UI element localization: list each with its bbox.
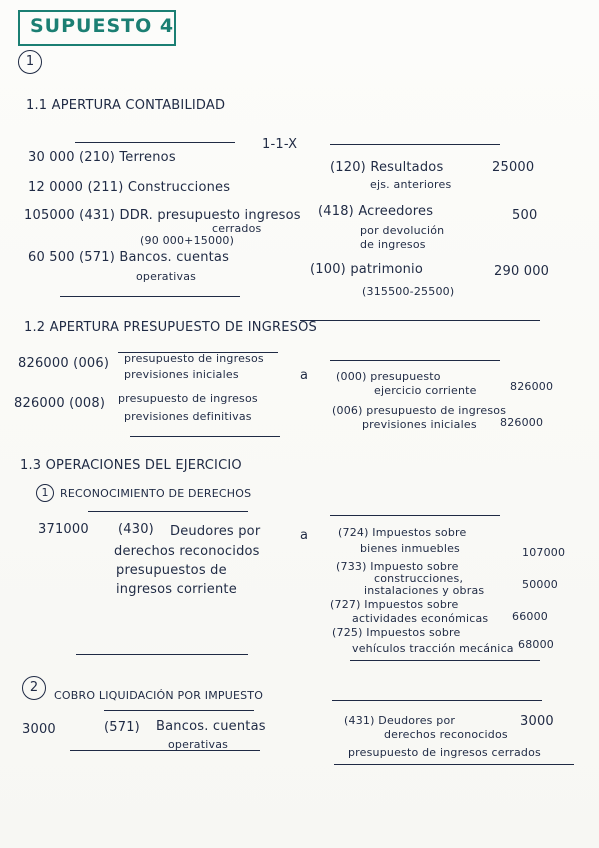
- debit-row-3-note: (90 000+15000): [140, 234, 235, 247]
- section-1-marker: [18, 50, 42, 74]
- divider-1-3-left: [76, 654, 248, 655]
- credit-code: (006): [332, 404, 363, 417]
- cobro-divider-left: [70, 750, 260, 751]
- debit-amount: 826000: [14, 396, 65, 411]
- cobro-debit-amount: 3000: [22, 722, 56, 737]
- recog-debit-amount: 371000: [38, 522, 89, 537]
- presup-debit-row-2: [14, 396, 105, 411]
- recog-credit-row-2-amount: 50000: [522, 578, 558, 591]
- recog-debit-line-2: derechos reconocidos: [114, 544, 260, 559]
- credit-code: (000): [336, 370, 367, 383]
- debit-row-2: [28, 180, 230, 195]
- debit-row-1: [28, 150, 176, 165]
- section-2-heading: COBRO LIQUIDACIÓN POR IMPUESTO: [54, 689, 264, 702]
- debit-account: DDR. presupuesto ingresos: [119, 208, 301, 223]
- credit-code: (733): [336, 560, 367, 573]
- divider-1-2-left: [130, 436, 280, 437]
- credit-row-2: [318, 204, 433, 219]
- credit-code: (120): [330, 160, 366, 175]
- section-1-number: 1: [25, 54, 35, 69]
- entry-date: 1-1-X: [262, 137, 298, 152]
- credit-row-3: [310, 262, 423, 277]
- presup-debit-row-2-account: presupuesto de ingresos: [118, 392, 258, 405]
- heading-1-1-underline: [75, 142, 235, 143]
- credit-code: (727): [330, 598, 361, 611]
- presup-debit-row-1-account: presupuesto de ingresos: [124, 352, 264, 365]
- cobro-divider-right: [334, 764, 574, 765]
- debit-code: (431): [79, 208, 116, 223]
- recog-credit-row-4-amount: 68000: [518, 638, 554, 651]
- recog-credit-row-2-line2: construcciones,: [374, 572, 464, 585]
- recog-credit-row-4-line2: vehículos tracción mecánica: [352, 642, 514, 655]
- item-1-underline: [88, 511, 248, 512]
- section-2-underline: [104, 710, 254, 711]
- divider-1-1-right: [300, 320, 540, 321]
- debit-code: (006): [73, 356, 110, 371]
- debit-account: Construcciones: [127, 180, 231, 195]
- cobro-credit-row: [344, 714, 455, 727]
- presup-credit-row-2: [332, 404, 506, 417]
- section-2-underline-right: [332, 700, 542, 701]
- recog-credit-row-4: [332, 626, 460, 639]
- credit-account: Impuestos sobre: [372, 526, 467, 539]
- presup-debit-row-1-line2: previsiones iniciales: [124, 368, 239, 381]
- credit-account: presupuesto: [370, 370, 441, 383]
- recog-credit-row-1: [338, 526, 466, 539]
- presup-credit-row-2-line2: previsiones iniciales: [362, 418, 477, 431]
- cobro-credit-line3: presupuesto de ingresos cerrados: [348, 746, 541, 759]
- debit-row-3: [24, 208, 301, 223]
- credit-code: (725): [332, 626, 363, 639]
- credit-account: Impuestos sobre: [364, 598, 459, 611]
- credit-account: patrimonio: [350, 262, 424, 277]
- debit-code: (210): [79, 150, 115, 165]
- item-1-number: 1: [41, 486, 49, 499]
- credit-row-1-amount: 25000: [492, 160, 535, 175]
- credit-code: (418): [318, 204, 354, 219]
- credit-row-3-note: (315500-25500): [362, 285, 455, 298]
- recog-credit-row-3: [330, 598, 458, 611]
- divider-1-3-right: [350, 660, 540, 661]
- credit-account: Acreedores: [358, 204, 434, 219]
- cobro-debit-account-line2: operativas: [168, 738, 229, 751]
- presup-credit-row-1: [336, 370, 441, 383]
- debit-row-3-line2: cerrados: [212, 222, 262, 235]
- heading-1-3: 1.3 OPERACIONES DEL EJERCICIO: [20, 458, 242, 473]
- item-1-heading: RECONOCIMIENTO DE DERECHOS: [60, 487, 252, 500]
- presup-credit-row-2-amount: 826000: [500, 416, 544, 429]
- recog-debit-code: (430): [118, 522, 154, 537]
- credit-account: Deudores por: [378, 714, 456, 727]
- cobro-debit-account: Bancos. cuentas: [156, 719, 266, 734]
- credit-row-2-line3: de ingresos: [360, 238, 426, 251]
- debit-account: Terrenos: [119, 150, 176, 165]
- credit-account: Impuestos sobre: [366, 626, 461, 639]
- credit-row-2-line2: por devolución: [360, 224, 445, 237]
- page-title: SUPUESTO 4: [30, 15, 175, 37]
- recog-credit-row-2-line3: instalaciones y obras: [364, 584, 485, 597]
- credit-row-3-amount: 290 000: [494, 264, 550, 279]
- heading-1-2-underline-right: [330, 360, 500, 361]
- heading-1-1: 1.1 APERTURA CONTABILIDAD: [26, 98, 226, 113]
- credit-row-1: [330, 160, 443, 175]
- presup-credit-row-1-line2: ejercicio corriente: [374, 384, 477, 397]
- cobro-credit-line2: derechos reconocidos: [384, 728, 508, 741]
- credit-code: (431): [344, 714, 375, 727]
- cobro-debit-code: (571): [104, 720, 140, 735]
- credit-account: Impuesto sobre: [370, 560, 459, 573]
- presup-debit-row-1: [18, 356, 109, 371]
- credit-code: (724): [338, 526, 369, 539]
- section-2-number: 2: [29, 680, 39, 695]
- debit-amount: 12 0000: [28, 180, 84, 195]
- presup-connector: a: [300, 368, 309, 383]
- debit-account: Bancos. cuentas: [119, 250, 230, 265]
- debit-row-4-line2: operativas: [136, 270, 197, 283]
- item-1-underline-right: [330, 515, 500, 516]
- cobro-credit-amount: 3000: [520, 714, 554, 729]
- debit-amount: 60 500: [28, 250, 75, 265]
- section-2-marker: [22, 676, 46, 700]
- date-line-right: [330, 144, 500, 145]
- item-1-marker: [36, 484, 54, 502]
- debit-amount: 826000: [18, 356, 69, 371]
- debit-code: (008): [69, 396, 106, 411]
- recog-connector: a: [300, 528, 309, 543]
- divider-1-1-left: [60, 296, 240, 297]
- debit-code: (571): [79, 250, 115, 265]
- heading-1-2: 1.2 APERTURA PRESUPUESTO DE INGRESOS: [24, 320, 317, 335]
- recog-credit-row-1-line2: bienes inmuebles: [360, 542, 460, 555]
- presup-credit-row-1-amount: 826000: [510, 380, 554, 393]
- credit-row-1-line2: ejs. anteriores: [370, 178, 452, 191]
- debit-amount: 30 000: [28, 150, 75, 165]
- recog-debit-line-4: ingresos corriente: [116, 582, 237, 597]
- recog-credit-row-3-amount: 66000: [512, 610, 548, 623]
- recog-debit-line-3: presupuestos de: [116, 563, 227, 578]
- presup-debit-row-2-line2: previsiones definitivas: [124, 410, 252, 423]
- recog-debit-line-1: Deudores por: [170, 524, 261, 539]
- credit-account: presupuesto de ingresos: [366, 404, 507, 417]
- recog-credit-row-1-amount: 107000: [522, 546, 566, 559]
- credit-row-2-amount: 500: [512, 208, 538, 223]
- recog-credit-row-3-line2: actividades económicas: [352, 612, 489, 625]
- credit-code: (100): [310, 262, 346, 277]
- credit-account: Resultados: [370, 160, 444, 175]
- debit-code: (211): [87, 180, 124, 195]
- debit-row-4: [28, 250, 229, 265]
- debit-amount: 105000: [24, 208, 75, 223]
